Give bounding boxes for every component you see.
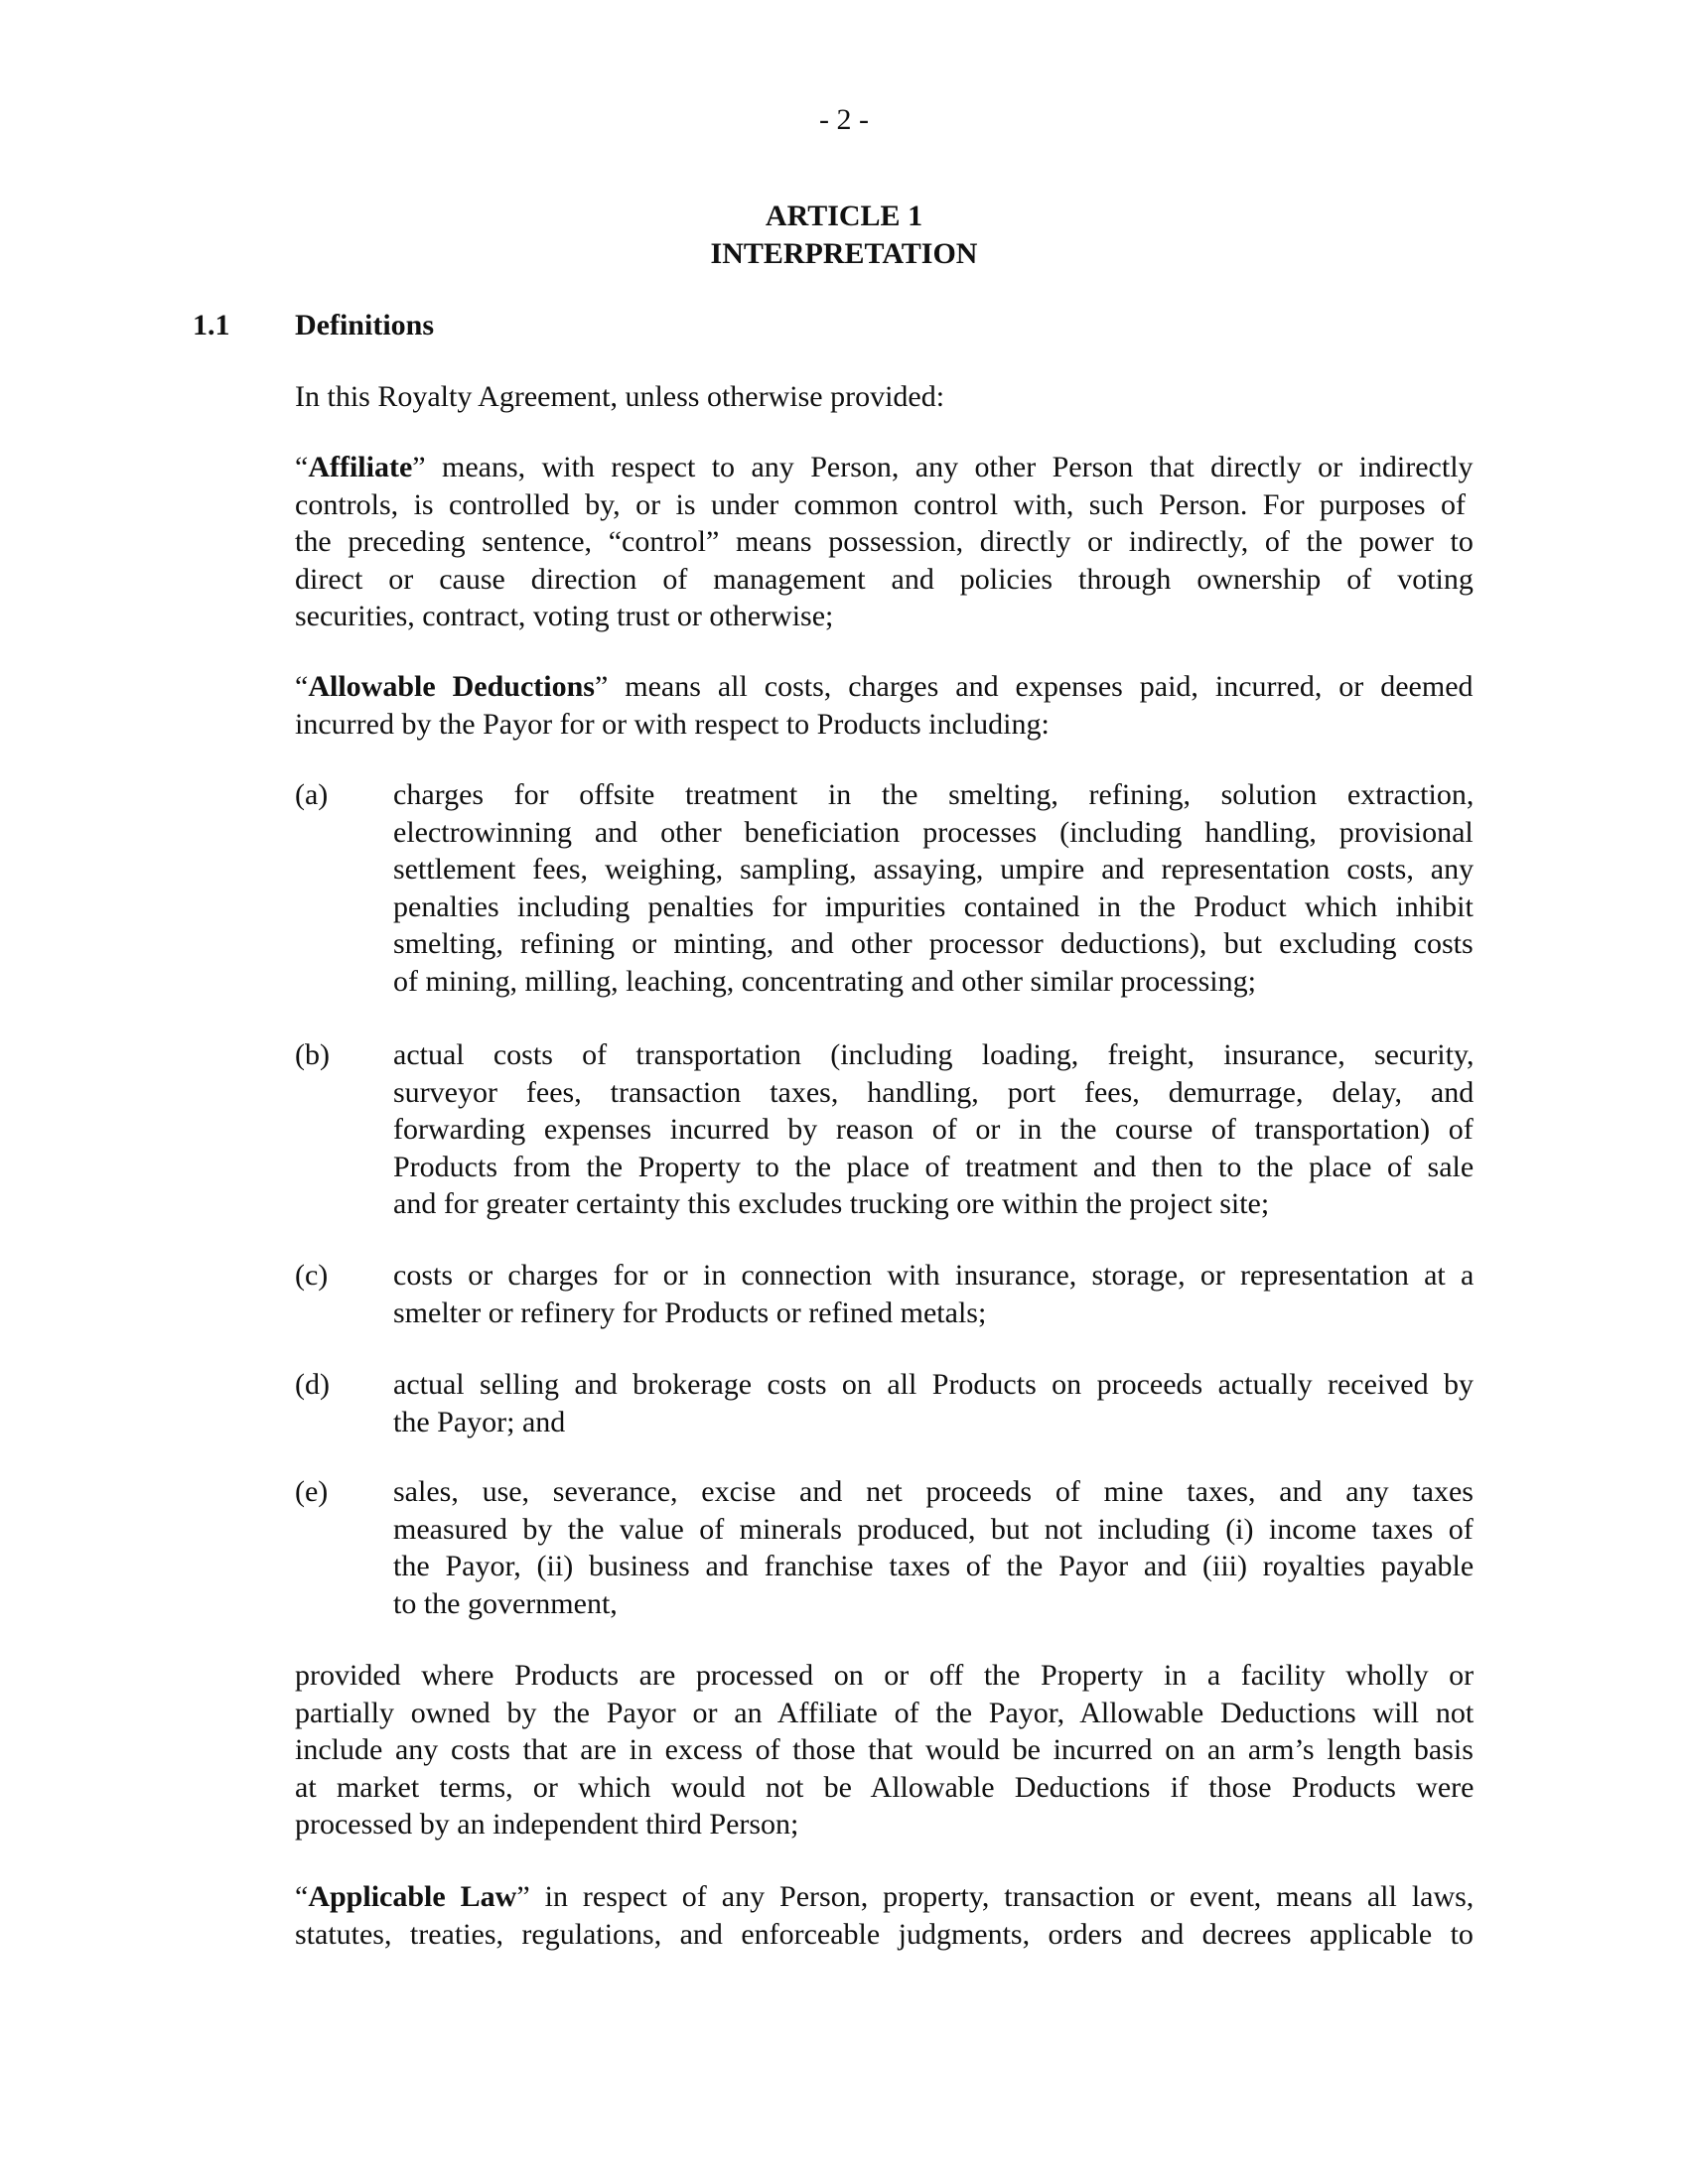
item-line: charges for offsite treatment in the smelting, refining, solution extraction, bbox=[393, 778, 1475, 811]
definition-text: ” in respect of any Person, property, transaction or event, means all laws, bbox=[516, 1880, 1475, 1913]
definition-allowable-deductions bbox=[295, 668, 1474, 743]
definition-line: controls, is controlled by, or is under common control with, such Person. For purposes of bbox=[295, 487, 1466, 521]
item-line: penalties including penalties for impurities contained in the Product which inhibit bbox=[393, 889, 1474, 923]
definition-line: incurred by the Payor for or with respect to Products including: bbox=[295, 707, 1050, 741]
item-line: costs or charges for or in connection with insurance, storage, or representation at a bbox=[393, 1259, 1475, 1292]
section-number: 1.1 bbox=[193, 309, 230, 341]
definition-line: direct or cause direction of management and policies through ownership of voting bbox=[295, 562, 1474, 596]
definition-affiliate bbox=[295, 449, 1474, 635]
section-title: Definitions bbox=[295, 309, 435, 341]
intro-line: In this Royalty Agreement, unless otherwise provided: bbox=[295, 380, 945, 413]
item-line: smelting, refining or minting, and other processor deductions), but excluding costs bbox=[393, 927, 1474, 961]
proviso-line: at market terms, or which would not be Allowable Deductions if those Products were bbox=[295, 1770, 1475, 1804]
proviso-line: provided where Products are processed on or off the Property in a facility wholly or bbox=[295, 1659, 1475, 1692]
quote-open: “ bbox=[295, 451, 309, 483]
list-item-a bbox=[393, 776, 1474, 1001]
definition-line bbox=[295, 1878, 1474, 1916]
item-line: settlement fees, weighing, sampling, assaying, umpire and representation costs, any bbox=[393, 853, 1475, 887]
definition-line: statutes, treaties, regulations, and enforceable judgments, orders and decrees applicable to bbox=[295, 1917, 1474, 1951]
list-item-d bbox=[393, 1366, 1474, 1440]
intro-paragraph bbox=[295, 378, 1474, 416]
item-line: actual selling and brokerage costs on all Products on proceeds actually received by bbox=[393, 1368, 1474, 1401]
defined-term: Applicable Law bbox=[308, 1880, 517, 1913]
page-number: - 2 - bbox=[819, 103, 869, 136]
item-line: to the government, bbox=[393, 1586, 618, 1620]
item-line: forwarding expenses incurred by reason of or in the course of transportation) of bbox=[393, 1113, 1474, 1147]
definition-line bbox=[295, 668, 1474, 706]
proviso-line: processed by an independent third Person; bbox=[295, 1808, 799, 1842]
definition-applicable-law bbox=[295, 1878, 1474, 1953]
item-label-a: (a) bbox=[295, 778, 329, 811]
proviso-paragraph bbox=[295, 1657, 1474, 1843]
definition-text: ” means, with respect to any Person, any other Person that directly or indirectly bbox=[412, 451, 1474, 483]
quote-open: “ bbox=[295, 1880, 309, 1913]
proviso-line: include any costs that are in excess of those that would be incurred on an arm’s length basis bbox=[295, 1733, 1474, 1767]
item-line: electrowinning and other beneficiation processes (including handling, provisional bbox=[393, 815, 1474, 849]
definition-line: the preceding sentence, “control” means possession, directly or indirectly, of the power to bbox=[295, 525, 1474, 559]
defined-term: Affiliate bbox=[308, 451, 413, 483]
item-line: of mining, milling, leaching, concentrating and other similar processing; bbox=[393, 964, 1256, 998]
item-label-e: (e) bbox=[295, 1475, 329, 1508]
list-item-c bbox=[393, 1257, 1474, 1331]
item-line: smelter or refinery for Products or refined metals; bbox=[393, 1296, 987, 1329]
item-label-b: (b) bbox=[295, 1038, 330, 1071]
defined-term: Allowable Deductions bbox=[308, 670, 595, 703]
item-line: and for greater certainty this excludes trucking ore within the project site; bbox=[393, 1187, 1270, 1221]
item-line: Products from the Property to the place of treatment and then to the place of sale bbox=[393, 1150, 1475, 1183]
definition-line bbox=[295, 449, 1474, 486]
definition-text: ” means all costs, charges and expenses paid, incurred, or deemed bbox=[594, 670, 1474, 703]
quote-open: “ bbox=[295, 670, 309, 703]
item-line: measured by the value of minerals produced, but not including (i) income taxes of bbox=[393, 1512, 1474, 1546]
proviso-line: partially owned by the Payor or an Affiliate of the Payor, Allowable Deductions will not bbox=[295, 1696, 1475, 1729]
item-line: actual costs of transportation (including loading, freight, insurance, security, bbox=[393, 1038, 1475, 1071]
article-number: ARTICLE 1 bbox=[765, 200, 923, 232]
definition-line: securities, contract, voting trust or otherwise; bbox=[295, 600, 834, 633]
item-label-c: (c) bbox=[295, 1259, 329, 1292]
article-title: INTERPRETATION bbox=[710, 237, 978, 270]
item-label-d: (d) bbox=[295, 1368, 330, 1401]
list-item-b bbox=[393, 1036, 1474, 1223]
item-line: sales, use, severance, excise and net proceeds of mine taxes, and any taxes bbox=[393, 1475, 1474, 1508]
item-line: the Payor; and bbox=[393, 1405, 566, 1438]
item-line: the Payor, (ii) business and franchise taxes of the Payor and (iii) royalties payable bbox=[393, 1550, 1475, 1583]
list-item-e bbox=[393, 1473, 1474, 1622]
item-line: surveyor fees, transaction taxes, handling, port fees, demurrage, delay, and bbox=[393, 1075, 1475, 1109]
